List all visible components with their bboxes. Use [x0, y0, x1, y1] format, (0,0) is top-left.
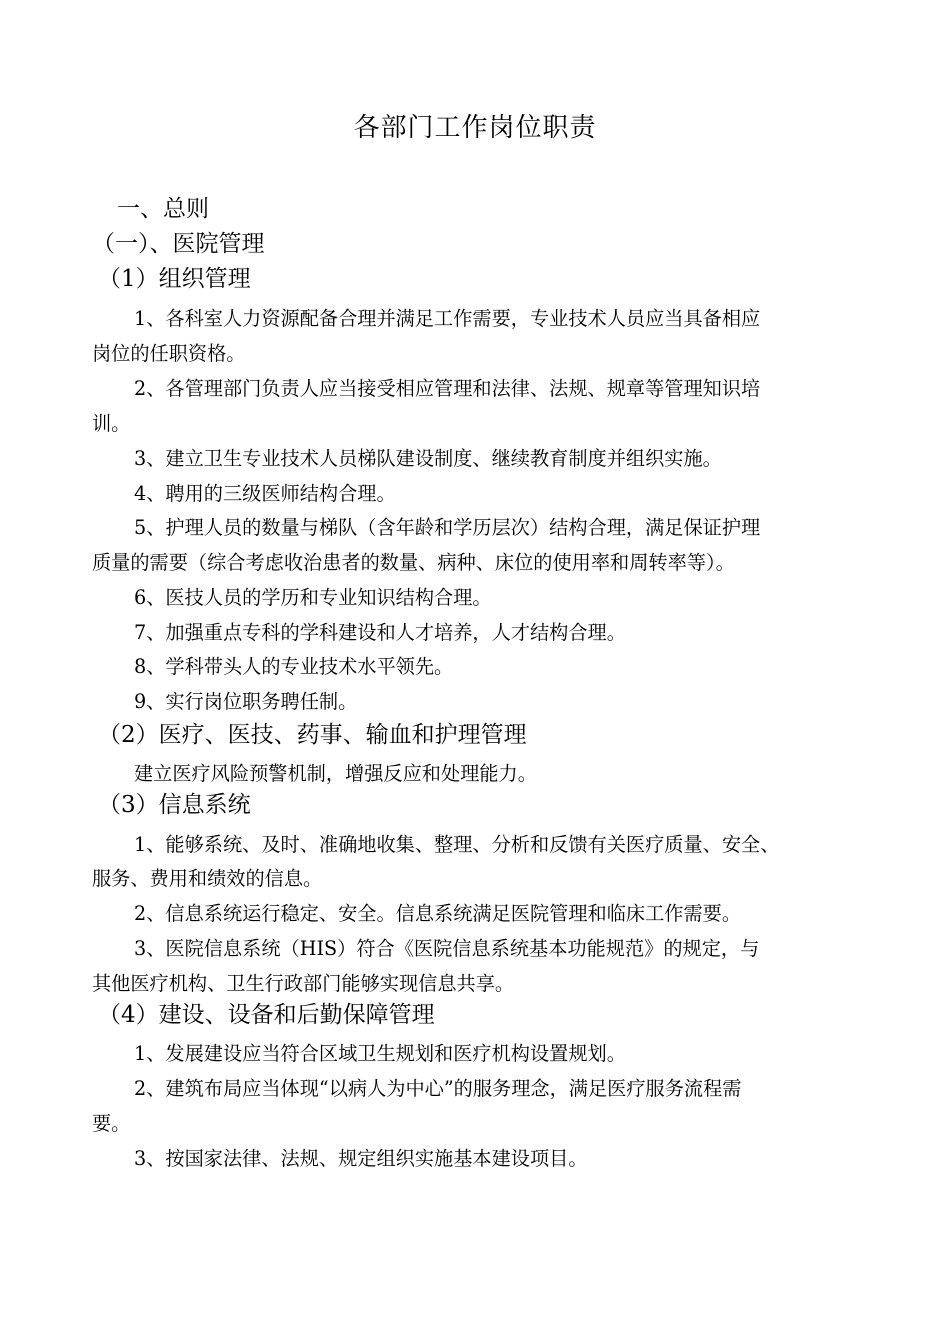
org-item-2-line-1: 2、各管理部门负责人应当接受相应管理和法律、法规、规章等管理知识培 [134, 377, 761, 400]
org-item-9: 9、实行岗位职务聘任制。 [134, 690, 358, 713]
section-hospital-management-heading: （一）、医院管理 [92, 231, 265, 257]
org-item-1-line-1: 1、各科室人力资源配备合理并满足工作需要，专业技术人员应当具备相应 [134, 307, 761, 330]
medical-item-1: 建立医疗风险预警机制，增强反应和处理能力。 [134, 762, 537, 785]
construction-item-3: 3、按国家法律、法规、规定组织实施基本建设项目。 [134, 1147, 588, 1170]
org-item-5-line-1: 5、护理人员的数量与梯队（含年龄和学历层次）结构合理，满足保证护理 [134, 516, 761, 539]
org-item-4: 4、聘用的三级医师结构合理。 [134, 482, 396, 505]
info-item-2: 2、信息系统运行稳定、安全。信息系统满足医院管理和临床工作需要。 [134, 902, 742, 925]
subsection-org-heading: （1）组织管理 [98, 266, 251, 292]
document-title: 各部门工作岗位职责 [353, 113, 597, 143]
construction-item-2-line-1: 2、建筑布局应当体现“以病人为中心”的服务理念，满足医疗服务流程需 [134, 1077, 742, 1100]
section-general-heading: 一、总则 [117, 196, 209, 222]
info-item-1-line-2: 服务、费用和绩效的信息。 [92, 867, 323, 890]
org-item-8: 8、学科带头人的专业技术水平领先。 [134, 655, 454, 678]
org-item-5-line-2: 质量的需要（综合考虑收治患者的数量、病种、床位的使用率和周转率等）。 [92, 551, 735, 574]
construction-item-2-line-2: 要。 [92, 1112, 131, 1135]
construction-item-1: 1、发展建设应当符合区域卫生规划和医疗机构设置规划。 [134, 1042, 626, 1065]
info-item-3-line-1: 3、医院信息系统（HIS）符合《医院信息系统基本功能规范》的规定，与 [134, 937, 760, 960]
org-item-7: 7、加强重点专科的学科建设和人才培养，人才结构合理。 [134, 621, 626, 644]
subsection-info-heading: （3）信息系统 [98, 792, 251, 818]
org-item-2-line-2: 训。 [92, 412, 131, 435]
info-item-1-line-1: 1、能够系统、及时、准确地收集、整理、分析和反馈有关医疗质量、安全、 [134, 833, 780, 856]
subsection-construction-heading: （4）建设、设备和后勤保障管理 [98, 1002, 435, 1028]
org-item-3: 3、建立卫生专业技术人员梯队建设制度、继续教育制度并组织实施。 [134, 447, 722, 470]
info-item-3-line-2: 其他医疗机构、卫生行政部门能够实现信息共享。 [92, 972, 515, 995]
subsection-medical-heading: （2）医疗、医技、药事、输血和护理管理 [98, 722, 527, 748]
org-item-1-line-2: 岗位的任职资格。 [92, 342, 246, 365]
org-item-6: 6、医技人员的学历和专业知识结构合理。 [134, 586, 492, 609]
